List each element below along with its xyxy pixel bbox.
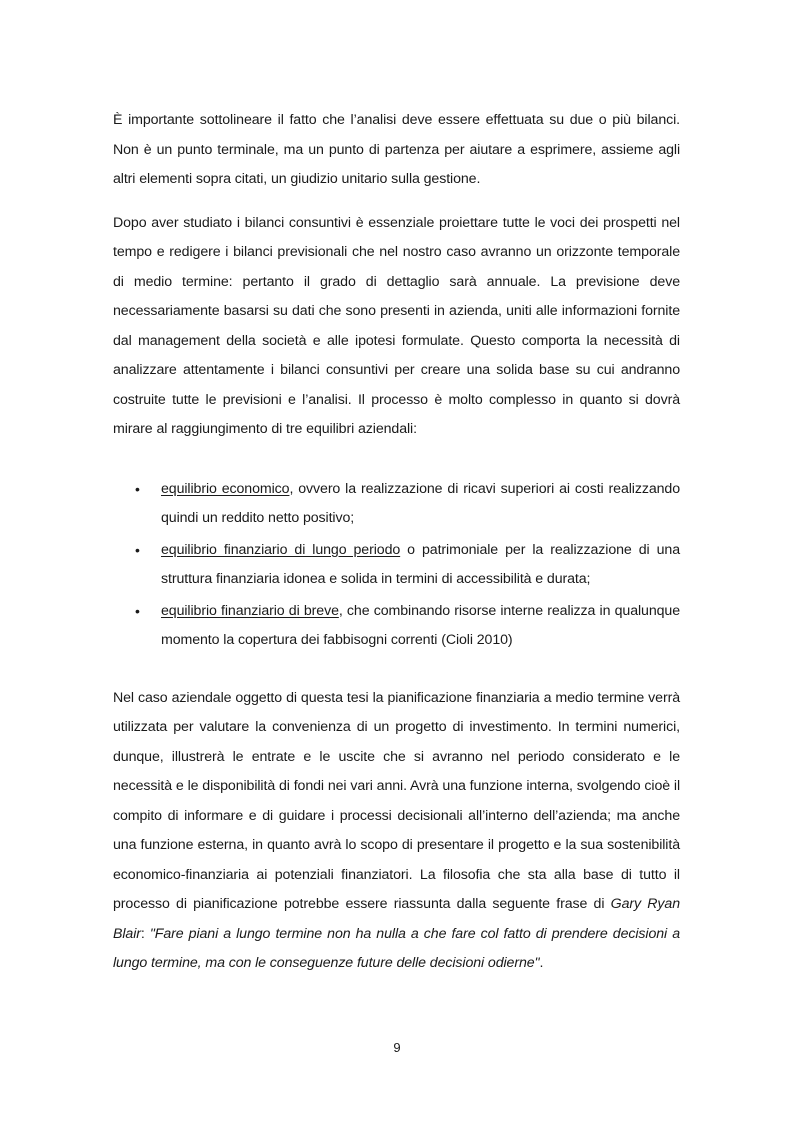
- equilibria-list: [113, 475, 680, 656]
- term-economic-equilibrium: equilibrio economico: [161, 480, 290, 497]
- bullet-icon: •: [135, 480, 140, 497]
- term-long-term-financial-equilibrium: equilibrio finanziario di lungo periodo: [161, 541, 401, 558]
- paragraph-forecast: Dopo aver studiato i bilanci consuntivi è essenziale proiettare tutte le voci dei prospetti nel tempo e redigere i bilanci previsionali che nel nostro caso avranno un orizzonte temporale di medio termine: pertanto il grado di dettaglio sarà annuale. La previsione deve necessariamente basarsi su dati che sono presenti in azienda, uniti alle informazioni fornite dal management della società e alle ipotesi formulate. Questo comporta la necessità di analizzare attentamente i bilanci consuntivi per creare una solida base su cui andranno costruite tutte le previsioni e l’analisi. Il processo è molto complesso in quanto si dovrà mirare al raggiungimento di tre equilibri aziendali:: [113, 214, 680, 437]
- quote-author: Gary Ryan Blair: [113, 896, 680, 942]
- bullet-icon: •: [135, 602, 140, 619]
- list-item: [113, 475, 680, 534]
- quote-text: "Fare piani a lungo termine non ha nulla a che fare col fatto di prendere decisioni a lungo termine, ma con le conseguenze future delle decisioni odierne": [113, 925, 680, 971]
- paragraph-text: Nel caso aziendale oggetto di questa tesi la pianificazione finanziaria a medio termine verrà utilizzata per valutare la convenienza di un progetto di investimento. In termini numerici, dunque, illustrerà le entrate e le uscite che si avranno nel periodo considerato e le necessità e le disponibilità di fondi nei vari anni. Avrà una funzione interna, svolgendo cioè il compito di informare e di guidare i processi decisionali all’interno dell’azienda; ma anche una funzione esterna, in quanto avrà lo scopo di presentare il progetto e la sua sostenibilità economico-finanziaria ai potenziali finanziatori. La filosofia che sta alla base di tutto il processo di pianificazione potrebbe essere riassunta dalla seguente frase di: [113, 689, 680, 912]
- term-short-term-financial-equilibrium: equilibrio finanziario di breve: [161, 602, 339, 619]
- bullet-icon: •: [135, 541, 140, 558]
- document-page: [113, 106, 680, 979]
- list-item: [113, 536, 680, 595]
- page-number: 9: [393, 1040, 401, 1055]
- list-item-text: , ovvero la realizzazione di ricavi superiori ai costi realizzando quindi un reddito netto positivo;: [161, 480, 681, 526]
- list-item-text: o patrimoniale per la realizzazione di una struttura finanziaria idonea e solida in termini di accessibilità e durata;: [161, 541, 680, 587]
- paragraph-case-study: Nel caso aziendale oggetto di questa tesi la pianificazione finanziaria a medio termine verrà utilizzata per valutare la convenienza di un progetto di investimento. In termini numerici, dunque, illustrerà le entrate e le uscite che si avranno nel periodo considerato e le necessità e le disponibilità di fondi nei vari anni. Avrà una funzione interna, svolgendo cioè il compito di informare e di guidare i processi decisionali all’interno dell’azienda; ma anche una funzione esterna, in quanto avrà lo scopo di presentare il progetto e la sua sostenibilità economico-finanziaria ai potenziali finanziatori. La filosofia che sta alla base di tutto il processo di pianificazione potrebbe essere riassunta dalla seguente frase di Gary Ryan Blair: "Fare piani a lungo termine non ha nulla a che fare col fatto di prendere decisioni a lungo termine, ma con le conseguenze future delle decisioni odierne".: [113, 689, 680, 971]
- list-item: [113, 597, 680, 656]
- list-item-text: , che combinando risorse interne realizza in qualunque momento la copertura dei fabbisogni correnti (Cioli 2010): [161, 602, 680, 648]
- paragraph-analysis: È importante sottolineare il fatto che l’analisi deve essere effettuata su due o più bilanci. Non è un punto terminale, ma un punto di partenza per aiutare a esprimere, assieme agli altri elementi sopra citati, un giudizio unitario sulla gestione.: [113, 112, 680, 187]
